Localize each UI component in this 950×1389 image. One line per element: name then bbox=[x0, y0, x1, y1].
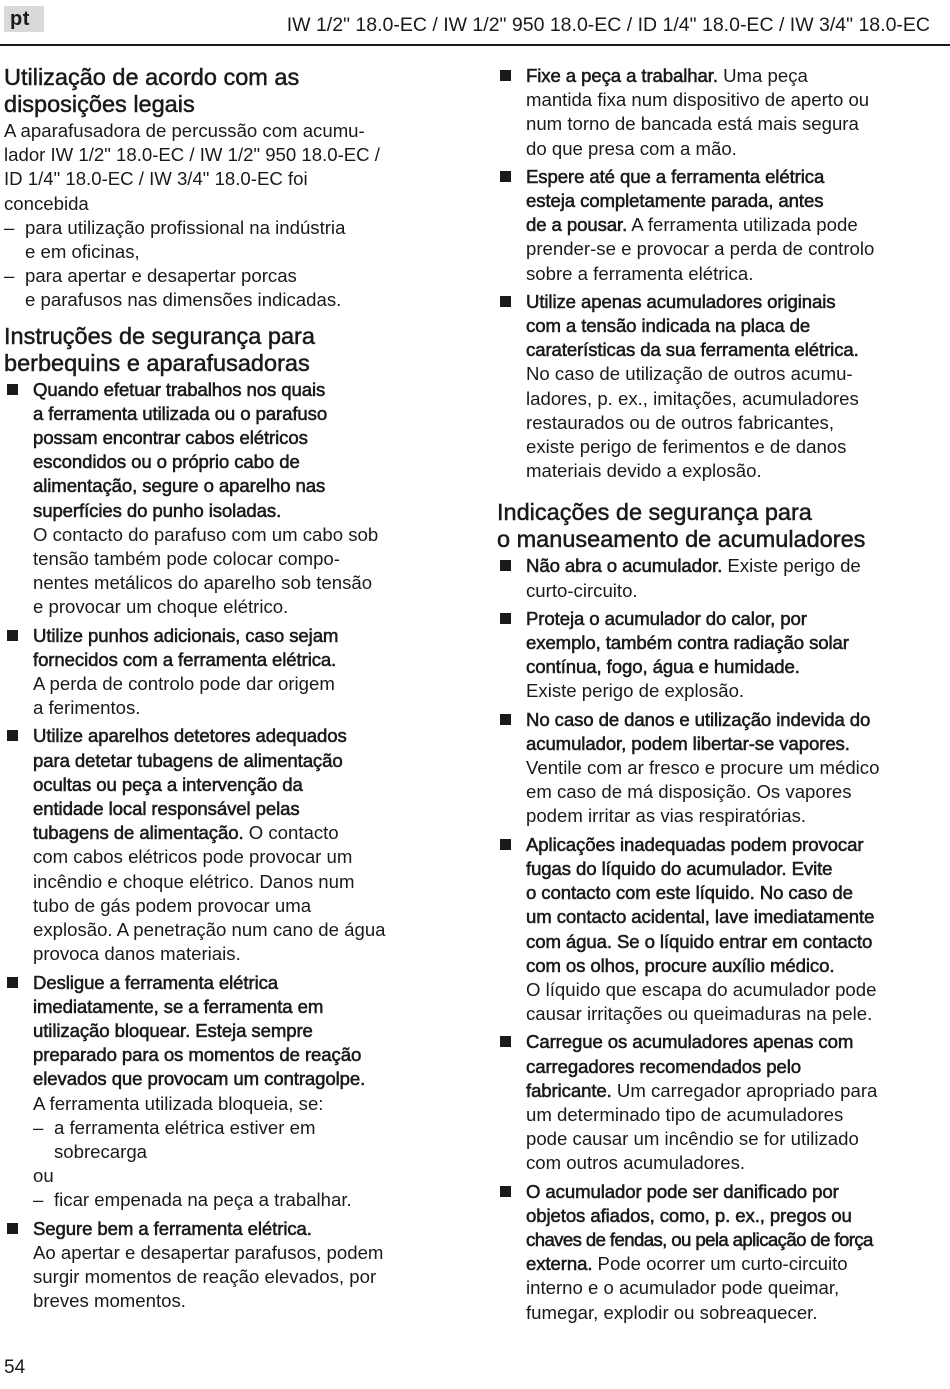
safety-item: Utilize aparelhos detetores adequados para detetar tubagens de alimentação ocultas ou peça a intervenção da entidade local responsável pelas tubagens de alimentação. O contacto com cabos elétricos pode provocar um incêndio e choque elétrico. Danos num tubo de gás podem provocar uma explosão. A penetração num cano de água provoca danos materiais. bbox=[4, 724, 456, 966]
bullet-square-icon bbox=[500, 1186, 511, 1197]
safety-item: Utilize punhos adicionais, caso sejam fornecidos com a ferramenta elétrica. A perda de controlo pode dar origem a ferimentos. bbox=[4, 624, 456, 721]
bullet-square-icon bbox=[500, 714, 511, 725]
safety-item: No caso de danos e utilização indevida do acumulador, podem libertar-se vapores. Ventile com ar fresco e procure um médico em caso de má disposição. Os vapores podem irritar as vias respiratórias. bbox=[497, 708, 937, 829]
bullet-square-icon bbox=[500, 171, 511, 182]
safety-item: Segure bem a ferramenta elétrica. Ao apertar e desapertar parafusos, podem surgir momentos de reação elevados, por breves momentos. bbox=[4, 1217, 456, 1314]
safety-item: Proteja o acumulador do calor, por exemplo, também contra radiação solar contínua, fogo, água e humidade. Existe perigo de explosão. bbox=[497, 607, 937, 704]
safety-item: Utilize apenas acumuladores originais com a tensão indicada na placa de caraterísticas da sua ferramenta elétrica. No caso de utilização de outros acumu- ladores, p. ex., imitações, acumuladores restaurados ou de outros fabricantes, existe perigo de ferimentos e de danos materiais devido a explosão. bbox=[497, 290, 937, 484]
intended-use-paragraph: A aparafusadora de percussão com acumu- lador IW 1/2" 18.0-EC / IW 1/2" 950 18.0-EC / ID 1/4" 18.0-EC / IW 3/4" 18.0-EC foi concebida bbox=[4, 120, 380, 214]
bullet-square-icon bbox=[500, 839, 511, 850]
page-number: 54 bbox=[4, 1357, 26, 1378]
bullet-square-icon bbox=[500, 296, 511, 307]
bullet-square-icon bbox=[7, 384, 18, 395]
bullet-square-icon bbox=[500, 1036, 511, 1047]
safety-item: Desligue a ferramenta elétrica imediatamente, se a ferramenta em utilização bloquear. Esteja sempre preparado para os momentos de reação elevados que provocam um contragolpe. A ferramenta utilizada bloqueia, se: – a ferramenta elétrica estiver em sobrecarga ou – ficar empenada na peça a trabalhar. bbox=[4, 971, 456, 1213]
language-badge: pt bbox=[4, 6, 44, 32]
left-column bbox=[4, 64, 456, 1313]
section-title-battery-safety: Indicações de segurança para o manuseamento de acumuladores bbox=[497, 499, 866, 553]
safety-item: Fixe a peça a trabalhar. Uma peça mantida fixa num dispositivo de aperto ou num torno de bancada está mais segura do que presa com a mão. bbox=[497, 64, 937, 161]
section-title-safety-instructions: Instruções de segurança para berbequins e aparafusadoras bbox=[4, 322, 315, 376]
kickback-dash-item: – ficar empenada na peça a trabalhar. bbox=[33, 1188, 456, 1212]
bullet-square-icon bbox=[7, 1223, 18, 1234]
bullet-square-icon bbox=[7, 730, 18, 741]
bullet-square-icon bbox=[7, 977, 18, 988]
bullet-square-icon bbox=[500, 560, 511, 571]
intended-use-dash-item: – para apertar e desapertar porcas e parafusos nas dimensões indicadas. bbox=[4, 264, 456, 312]
intended-use-dash-item: – para utilização profissional na indústria e em oficinas, bbox=[4, 216, 456, 264]
safety-item: Carregue os acumuladores apenas com carregadores recomendados pelo fabricante. Um carregador apropriado para um determinado tipo de acumuladores pode causar um incêndio se for utilizado com outros acumuladores. bbox=[497, 1030, 937, 1175]
safety-item: Espere até que a ferramenta elétrica esteja completamente parada, antes de a pousar. A ferramenta utilizada pode prender-se e provocar a perda de controlo sobre a ferramenta elétrica. bbox=[497, 165, 937, 286]
header-divider bbox=[0, 44, 950, 46]
safety-item: Quando efetuar trabalhos nos quais a ferramenta utilizada ou o parafuso possam encontrar cabos elétricos escondidos ou o próprio cabo de alimentação, segure o aparelho nas superfícies do punho isoladas. O contacto do parafuso com um cabo sob tensão também pode colocar compo- nentes metálicos do aparelho sob tensão e provocar um choque elétrico. bbox=[4, 378, 456, 620]
bullet-square-icon bbox=[500, 70, 511, 81]
kickback-dash-item: – a ferramenta elétrica estiver em sobrecarga bbox=[33, 1116, 456, 1164]
bullet-square-icon bbox=[7, 630, 18, 641]
header-model-list: IW 1/2" 18.0-EC / IW 1/2" 950 18.0-EC / ID 1/4" 18.0-EC / IW 3/4" 18.0-EC bbox=[286, 14, 930, 36]
bullet-square-icon bbox=[500, 613, 511, 624]
safety-item: Não abra o acumulador. Existe perigo de curto-circuito. bbox=[497, 554, 937, 602]
section-title-intended-use: Utilização de acordo com as disposições legais bbox=[4, 64, 300, 117]
safety-item: O acumulador pode ser danificado por objetos afiados, como, p. ex., pregos ou chaves de fendas, ou pela aplicação de força externa. Pode ocorrer um curto-circuito interno e o acumulador pode queimar, fumegar, explodir ou sobreaquecer. bbox=[497, 1180, 937, 1325]
safety-item: Aplicações inadequadas podem provocar fugas do líquido do acumulador. Evite o contacto com este líquido. No caso de um contacto acidental, lave imediatamente com água. Se o líquido entrar em contacto com os olhos, procure auxílio médico. O líquido que escapa do acumulador pode causar irritações ou queimaduras na pele. bbox=[497, 833, 937, 1027]
right-column bbox=[497, 64, 937, 1325]
